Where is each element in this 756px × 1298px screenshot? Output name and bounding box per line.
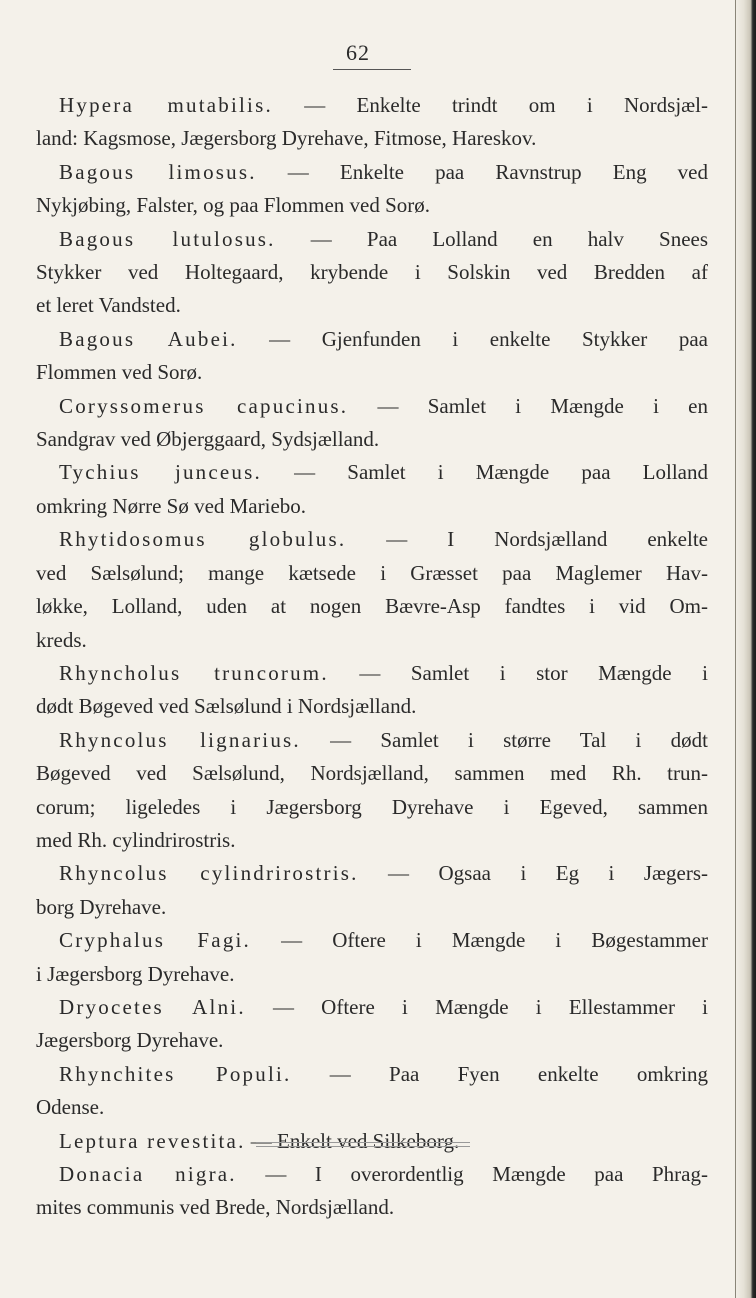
- entry-first-line: [36, 1158, 708, 1191]
- entry: [36, 89, 708, 156]
- entry-line: borg Dyrehave.: [36, 894, 167, 919]
- entry: [36, 323, 708, 390]
- entry-text: — Samlet i større Tal i dødt: [300, 727, 708, 752]
- entry-first-line: [36, 456, 708, 489]
- species-name: Rhyncolus lignarius.: [59, 727, 301, 752]
- entry-line: corum; ligeledes i Jægersborg Dyrehave i Egeved, sammen: [36, 794, 708, 819]
- species-name: Rhyncolus cylindrirostris.: [59, 861, 359, 886]
- entry-line: Jægersborg Dyrehave.: [36, 1028, 224, 1053]
- entry-line: dødt Bøgeved ved Sælsølund i Nordsjælland.: [36, 694, 417, 719]
- entry: [36, 223, 708, 323]
- entry-line: omkring Nørre Sø ved Mariebo.: [36, 493, 307, 518]
- entry: [36, 456, 708, 523]
- entry-line: Bøgeved ved Sælsølund, Nordsjælland, sammen med Rh. trun-: [36, 761, 708, 786]
- entry-line: kreds.: [36, 627, 87, 652]
- entry-first-line: [36, 991, 708, 1024]
- entry-line: løkke, Lolland, uden at nogen Bævre-Asp fandtes i vid Om-: [36, 594, 708, 619]
- species-name: Donacia nigra.: [59, 1162, 237, 1186]
- entry-text: — Samlet i Mængde i en: [348, 393, 708, 418]
- entry-first-line: [36, 857, 708, 890]
- entry-first-line: [36, 390, 708, 423]
- entry-line: ved Sælsølund; mange kætsede i Græsset paa Maglemer Hav-: [36, 560, 708, 585]
- entry-text: — Enkelte paa Ravnstrup Eng ved: [256, 159, 708, 184]
- entry-text: — Enkelte trindt om i Nordsjæl-: [272, 93, 708, 117]
- entry-line: mites communis ved Brede, Nordsjælland.: [36, 1195, 395, 1220]
- bottom-rule: [256, 1142, 470, 1147]
- entry-first-line: [36, 156, 708, 189]
- entry-first-line: [36, 924, 708, 957]
- species-name: Bagous lutulosus.: [59, 226, 276, 251]
- entry-text: — Oftere i Mængde i Ellestammer i: [245, 994, 708, 1019]
- species-name: Cryphalus Fagi.: [59, 928, 252, 953]
- entry: [36, 523, 708, 657]
- entry-text: — Paa Lolland en halv Snees: [275, 226, 709, 251]
- entry-text: — Samlet i Mængde paa Lolland: [261, 460, 708, 485]
- species-name: Rhynchites Populi.: [59, 1061, 292, 1086]
- entry-first-line: [36, 223, 708, 256]
- species-name: Rhyncholus truncorum.: [59, 660, 329, 685]
- entry-line: Sandgrav ved Øbjerggaard, Sydsjælland.: [36, 427, 380, 452]
- entry-text: — Enkelt ved Silkeborg.: [245, 1128, 460, 1153]
- entry: [36, 1158, 708, 1225]
- page-edge-binding: [734, 0, 756, 1298]
- entry-first-line: [36, 523, 708, 556]
- entry-line: Stykker ved Holtegaard, krybende i Solskin ved Bredden af: [36, 260, 708, 285]
- entry: [36, 1058, 708, 1125]
- entry-line: land: Kagsmose, Jægersborg Dyrehave, Fitmose, Hareskov.: [36, 126, 537, 151]
- entry-first-line: [36, 724, 708, 757]
- entry: [36, 390, 708, 457]
- entry-first-line: [36, 89, 708, 122]
- entry: [36, 991, 708, 1058]
- page-number: 62: [346, 40, 370, 65]
- entry-first-line: [36, 657, 708, 690]
- species-name: Dryocetes Alni.: [59, 994, 246, 1019]
- entry-text: — Oftere i Mængde i Bøgestammer: [251, 928, 708, 953]
- species-name: Bagous limosus.: [59, 159, 257, 184]
- entry: [36, 657, 708, 724]
- entry: [36, 924, 708, 991]
- entry: [36, 724, 708, 858]
- entry-text: — I Nordsjælland enkelte: [346, 527, 708, 552]
- entry: [36, 156, 708, 223]
- entry-line: Nykjøbing, Falster, og paa Flommen ved Sorø.: [36, 193, 431, 218]
- entry-line: med Rh. cylindrirostris.: [36, 827, 236, 852]
- species-name: Leptura revestita.: [59, 1128, 246, 1153]
- entry-text: — Gjenfunden i enkelte Stykker paa: [237, 326, 708, 351]
- entry-line: Flommen ved Sorø.: [36, 360, 203, 385]
- entry-text: — Ogsaa i Eg i Jægers-: [358, 861, 708, 886]
- page-edge-line: [735, 0, 736, 1298]
- entry-line: i Jægersborg Dyrehave.: [36, 961, 235, 986]
- entry: [36, 857, 708, 924]
- species-name: Bagous Aubei.: [59, 326, 238, 351]
- entry-first-line: [36, 1058, 708, 1091]
- species-name: Rhytidosomus globulus.: [59, 527, 347, 552]
- species-name: Hypera mutabilis.: [59, 93, 273, 117]
- species-name: Coryssomerus capucinus.: [59, 393, 349, 418]
- text-block: [36, 89, 708, 1225]
- entry-text: — Paa Fyen enkelte omkring: [291, 1061, 708, 1086]
- page-number-underline: [333, 69, 411, 70]
- entry-line: Odense.: [36, 1095, 105, 1120]
- entry-first-line: [36, 323, 708, 356]
- entry-line: et leret Vandsted.: [36, 293, 181, 318]
- entry-text: — I overordentlig Mængde paa Phrag-: [236, 1162, 708, 1186]
- entry-text: — Samlet i stor Mængde i: [328, 660, 708, 685]
- species-name: Tychius junceus.: [59, 460, 262, 485]
